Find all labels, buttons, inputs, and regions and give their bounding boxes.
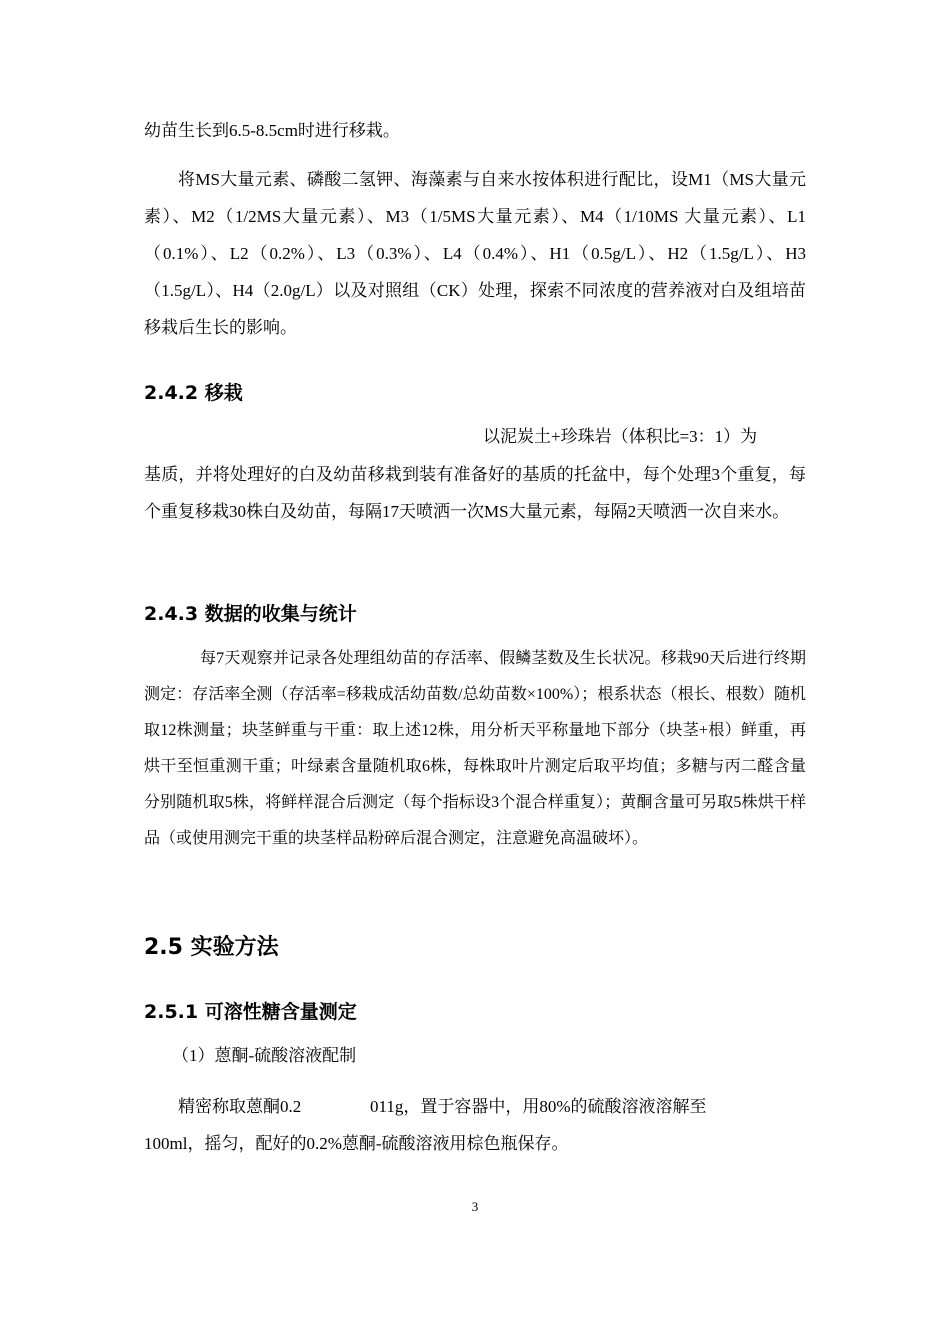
section-heading-2-5: 2.5 实验方法 — [144, 935, 279, 960]
paragraph-transplant-body: 基质，并将处理好的白及幼苗移栽到装有准备好的基质的托盆中，每个处理3个重复，每个重复移栽30株白及幼苗，每隔17天喷洒一次MS大量元素，每隔2天喷洒一次自来水。 — [144, 465, 806, 521]
paragraph-nutrient-solution: 将MS大量元素、磷酸二氢钾、海藻素与自来水按体积进行配比，设M1（MS大量元素）、M2（1/2MS大量元素）、M3（1/5MS大量元素）、M4（1/10MS 大量元素）、L1（0.1%）、L2（0.2%）、L3（0.3%）、L4（0.4%）、H1（0.5g/L）、H2（1.5g/L）、H3（1.5g/L）、H4（2.0g/L）以及对照组（CK）处理，探索不同浓度的营养液对白及组培苗移栽后生长的影响。 — [144, 170, 806, 337]
paragraph-weigh-line-2: 100ml，摇匀，配好的0.2%蒽酮-硫酸溶液用棕色瓶保存。 — [144, 1134, 569, 1153]
paragraph-transplant-first-line: 以泥炭土+珍珠岩（体积比=3：1）为 — [483, 427, 758, 446]
list-item-anthrone-preparation: （1）蒽酮-硫酸溶液配制 — [172, 1046, 357, 1065]
page-number: 3 — [471, 1199, 479, 1214]
paragraph-weigh-part-a: 精密称取蒽酮0.2 — [178, 1097, 302, 1116]
paragraph-data-collection: 每7天观察并记录各处理组幼苗的存活率、假鳞茎数及生长状况。移栽90天后进行终期测定：存活率全测（存活率=移栽成活幼苗数/总幼苗数×100%）；根系状态（根长、根数）随机取12株测量；块茎鲜重与干重：取上述12株，用分析天平称量地下部分（块茎+根）鲜重，再烘干至恒重测干重；叶绿素含量随机取6株，每株取叶片测定后取平均值；多糖与丙二醛含量分别随机取5株，将鲜样混合后测定（每个指标设3个混合样重复）；黄酮含量可另取5株烘干样品（或使用测完干重的块茎样品粉碎后混合测定，注意避免高温破坏）。 — [144, 650, 806, 847]
section-heading-2-4-3: 2.4.3 数据的收集与统计 — [144, 603, 357, 625]
paragraph-seedling-growth: 幼苗生长到6.5-8.5cm时进行移栽。 — [144, 121, 400, 140]
section-heading-2-5-1: 2.5.1 可溶性糖含量测定 — [144, 1001, 357, 1023]
paragraph-weigh-part-b: 011g，置于容器中，用80%的硫酸溶液溶解至 — [370, 1097, 707, 1116]
section-heading-2-4-2: 2.4.2 移栽 — [144, 382, 243, 404]
